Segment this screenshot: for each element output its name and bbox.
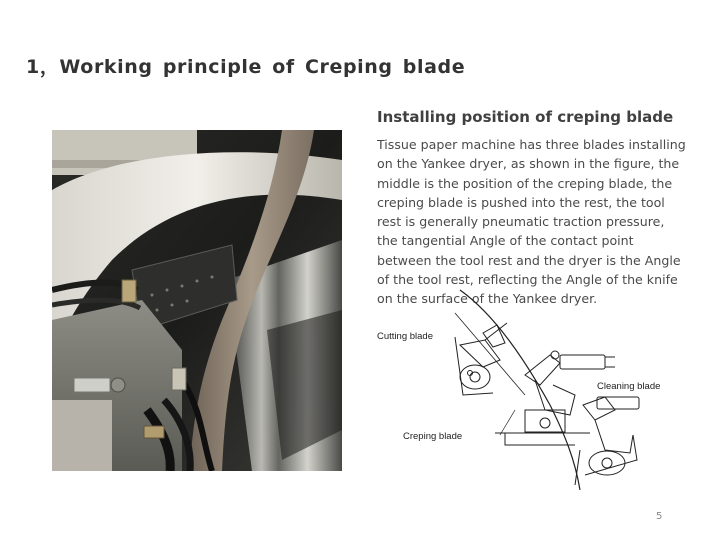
section-heading: Installing position of creping blade (377, 108, 674, 126)
section-paragraph: Tissue paper machine has three blades installing on the Yankee dryer, as shown in the figure, the middle is the position of the creping blade, the creping blade is pushed into the rest, the tool rest is generally pneumatic traction pressure, the tangential Angle of the contact point between the tool rest and the dryer is the Angle of the tool rest, reflecting the Angle of the knife on the surface of the Yankee dryer. (377, 137, 686, 307)
cleaning-blade-label: Cleaning blade (597, 381, 661, 392)
slide-title: 1，Working principle of Creping blade (26, 56, 466, 78)
cutting-blade-label: Cutting blade (377, 331, 433, 342)
page-number: 5 (656, 511, 663, 522)
creping-blade-label: Creping blade (403, 431, 463, 442)
creping-machine-photo (52, 130, 342, 471)
